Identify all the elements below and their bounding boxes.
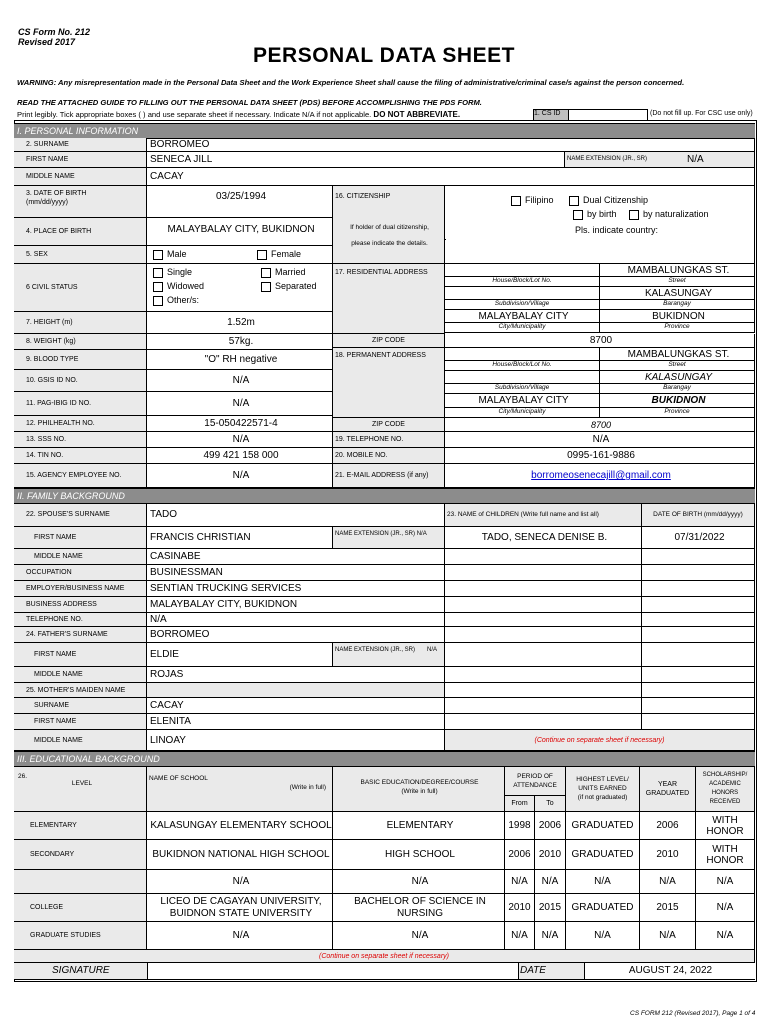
perm-zip-field[interactable]: 8700 (445, 418, 755, 432)
edu-row-honors[interactable]: N/A (696, 894, 755, 922)
child-name-blank[interactable] (445, 683, 642, 698)
edu-row-level: GRADUATE STUDIES (14, 922, 147, 950)
spouse-ext-label: NAME EXTENSION (JR., SR) (335, 531, 416, 537)
edu-row-level (14, 870, 147, 894)
edu-level-label: LEVEL (71, 780, 93, 787)
dob-field[interactable]: 03/25/1994 (147, 186, 333, 218)
spouse-telephone-label: TELEPHONE NO. (14, 613, 147, 627)
res-city-right-sub: Province (600, 323, 755, 333)
business-address-label: BUSINESS ADDRESS (14, 597, 147, 613)
perm-city-sub: City/Municipality (445, 408, 600, 418)
email-label: 21. E-MAIL ADDRESS (if any) (333, 464, 445, 488)
citizenship-note2: please indicate the details. (351, 240, 428, 247)
child-name-blank[interactable] (445, 698, 642, 714)
child-dob-blank[interactable] (642, 613, 755, 627)
edu-row-to[interactable]: N/A (535, 922, 566, 950)
edu-school-header (147, 766, 333, 812)
child-dob-blank[interactable] (642, 683, 755, 698)
edu-row-school[interactable]: LICEO DE CAGAYAN UNIVERSITY, BUIDNON STATE UNIVERSITY (147, 894, 333, 922)
gsis-field[interactable]: N/A (147, 370, 333, 392)
date-value[interactable]: AUGUST 24, 2022 (584, 963, 756, 979)
civil-status-options (147, 264, 333, 312)
tel-label: 19. TELEPHONE NO. (333, 432, 445, 448)
married-checkbox[interactable] (261, 268, 271, 278)
mobile-label: 20. MOBILE NO. (333, 448, 445, 464)
civil-separated-option[interactable]: Separated (261, 281, 317, 292)
child-name-blank[interactable] (445, 613, 642, 627)
email-field[interactable]: borromeosenecajill@gmail.com (445, 464, 755, 488)
dual-checkbox[interactable] (569, 196, 579, 206)
edu-highest-header (566, 766, 640, 812)
civil-married-option[interactable]: Married (261, 267, 306, 278)
signature-field[interactable] (147, 963, 519, 979)
res-street-field[interactable]: MAMBALUNGKAS ST. (600, 264, 755, 277)
edu-row-honors[interactable]: N/A (696, 870, 755, 894)
perm-province-field[interactable]: BUKIDNON (600, 394, 755, 408)
child-dob-blank[interactable] (642, 565, 755, 581)
edu-row-course[interactable]: HIGH SCHOOL (333, 840, 505, 870)
spouse-surname-label: 22. SPOUSE'S SURNAME (14, 503, 147, 527)
citizenship-naturalization-option[interactable]: by naturalization (629, 209, 709, 220)
child-dob-blank[interactable] (642, 627, 755, 643)
res-subdivision-sub: Subdivision/Village (445, 300, 600, 310)
date-label: DATE (520, 965, 546, 976)
res-city-right-field[interactable]: BUKIDNON (600, 310, 755, 323)
by-birth-checkbox[interactable] (573, 210, 583, 220)
father-ext-cell (333, 643, 445, 667)
spouse-middle-field[interactable]: CASINABE (147, 549, 445, 565)
citizenship-birth-option[interactable]: by birth (573, 209, 617, 220)
female-checkbox[interactable] (257, 250, 267, 260)
res-city-left-field[interactable]: MALAYBALAY CITY (445, 310, 600, 323)
male-checkbox[interactable] (153, 250, 163, 260)
edu-period-label: PERIOD OF ATTENDANCE (505, 766, 566, 796)
child-dob-blank[interactable] (642, 698, 755, 714)
edu-year-label: YEAR GRADUATED (640, 766, 696, 812)
father-ext-label: NAME EXTENSION (JR., SR) (335, 647, 416, 653)
mother-middle-label: MIDDLE NAME (14, 730, 147, 751)
middle-name-label: MIDDLE NAME (14, 168, 147, 186)
spouse-middle-label: MIDDLE NAME (14, 549, 147, 565)
philhealth-label: 12. PHILHEALTH NO. (14, 416, 147, 432)
edu-row-year[interactable]: N/A (640, 870, 696, 894)
height-label: 7. HEIGHT (m) (14, 312, 147, 334)
spouse-first-field[interactable]: FRANCIS CHRISTIAN (147, 527, 333, 549)
weight-label: 8. WEIGHT (kg) (14, 334, 147, 350)
edu-row-level: ELEMENTARY (14, 812, 147, 840)
spouse-ext-cell (333, 527, 445, 549)
edu-row-honors[interactable]: WITH HONOR (696, 840, 755, 870)
edu-row-honors[interactable]: WITH HONOR (696, 812, 755, 840)
surname-field[interactable]: BORROMEO (147, 138, 755, 152)
edu-school-note: (Write in full) (289, 784, 326, 791)
edu-num: 26. (18, 773, 28, 780)
edu-from-label: From (505, 796, 535, 812)
edu-row-highest[interactable]: N/A (566, 922, 640, 950)
edu-level-header (14, 766, 147, 812)
tel-field[interactable]: N/A (445, 432, 755, 448)
civil-status-label: 6 CIVIL STATUS (14, 264, 147, 312)
perm-city-field[interactable]: MALAYBALAY CITY (445, 394, 600, 408)
name-ext-field[interactable]: N/A (687, 154, 704, 165)
employer-label: EMPLOYER/BUSINESS NAME (14, 581, 147, 597)
first-name-field[interactable]: SENECA JILL (147, 152, 565, 168)
edu-course-note: (Write in full) (401, 788, 438, 795)
section-education: III. EDUCATIONAL BACKGROUND (14, 751, 755, 767)
page-note: CS FORM 212 (Revised 2017), Page 1 of 4 (630, 1010, 756, 1017)
citizenship-label-cell (333, 186, 445, 264)
child-name-blank[interactable] (445, 565, 642, 581)
child-dob-blank[interactable] (642, 714, 755, 730)
child-dob-blank[interactable] (642, 597, 755, 613)
child-name-blank[interactable] (445, 597, 642, 613)
perm-zip-label: ZIP CODE (333, 418, 445, 432)
citizenship-options (445, 186, 755, 264)
father-surname-field[interactable]: BORROMEO (147, 627, 445, 643)
separated-checkbox[interactable] (261, 282, 271, 292)
weight-field[interactable]: 57kg. (147, 334, 333, 350)
tin-label: 14. TIN NO. (14, 448, 147, 464)
child-name-blank[interactable] (445, 643, 642, 667)
edu-row-from[interactable]: 1998 (505, 812, 535, 840)
edu-row-to[interactable]: N/A (535, 870, 566, 894)
surname-label: 2. SURNAME (14, 138, 147, 152)
height-field[interactable]: 1.52m (147, 312, 333, 334)
sss-label: 13. SSS NO. (14, 432, 147, 448)
edu-row-year[interactable]: 2015 (640, 894, 696, 922)
children-label: 23. NAME of CHILDREN (Write full name and list all) (445, 503, 642, 527)
widowed-checkbox[interactable] (153, 282, 163, 292)
father-surname-label: 24. FATHER'S SURNAME (14, 627, 147, 643)
edu-row-school[interactable]: BUKIDNON NATIONAL HIGH SCHOOL (147, 840, 333, 870)
warning-text: WARNING: Any misrepresentation made in the Personal Data Sheet and the Work Experience Sheet shall cause the filing of administrative/criminal case/s against the person concerned. (17, 78, 685, 87)
mother-maiden-label: 25. MOTHER'S MAIDEN NAME (14, 683, 147, 698)
other-checkbox[interactable] (153, 296, 163, 306)
citizenship-dual-option[interactable]: Dual Citizenship (569, 195, 648, 206)
edu-continue-note: (Continue on separate sheet if necessary) (14, 950, 755, 962)
do-not-abbreviate: DO NOT ABBREVIATE. (373, 110, 461, 119)
blood-label: 9. BLOOD TYPE (14, 350, 147, 370)
employer-field[interactable]: SENTIAN TRUCKING SERVICES (147, 581, 445, 597)
sss-field[interactable]: N/A (147, 432, 333, 448)
mobile-field[interactable]: 0995-161-9886 (445, 448, 755, 464)
mother-middle-field[interactable]: LINOAY (147, 730, 445, 751)
business-address-field[interactable]: MALAYBALAY CITY, BUKIDNON (147, 597, 445, 613)
edu-row-level: SECONDARY (14, 840, 147, 870)
edu-school-label: NAME OF SCHOOL (149, 775, 208, 782)
sex-male-option[interactable]: Male (153, 249, 187, 260)
father-middle-field[interactable]: ROJAS (147, 667, 445, 683)
edu-row-honors[interactable]: N/A (696, 922, 755, 950)
edu-honors-label: SCHOLARSHIP/ ACADEMIC HONORS RECEIVED (696, 766, 755, 812)
occupation-label: OCCUPATION (14, 565, 147, 581)
civil-single-option[interactable]: Single (153, 267, 192, 278)
mother-surname-field[interactable]: CACAY (147, 698, 445, 714)
sex-female-option[interactable]: Female (257, 249, 301, 260)
civil-other-option[interactable]: Other/s: (153, 295, 199, 306)
perm-province-sub: Province (600, 408, 755, 418)
section-personal: I. PERSONAL INFORMATION (14, 123, 755, 139)
edu-to-label: To (535, 796, 566, 812)
father-first-field[interactable]: ELDIE (147, 643, 333, 667)
father-first-label: FIRST NAME (14, 643, 147, 667)
edu-row-year[interactable]: 2010 (640, 840, 696, 870)
child-name-blank[interactable] (445, 581, 642, 597)
single-checkbox[interactable] (153, 268, 163, 278)
philhealth-field[interactable]: 15-050422571-4 (147, 416, 333, 432)
section-family: II. FAMILY BACKGROUND (14, 488, 755, 504)
edu-row-to[interactable]: 2010 (535, 840, 566, 870)
citizenship-country-label: Pls. indicate country: (575, 225, 659, 235)
name-ext-cell (565, 152, 755, 168)
page-title: PERSONAL DATA SHEET (253, 44, 515, 67)
cs-id-label: 1. CS ID (533, 109, 569, 121)
dob-label-cell (14, 186, 147, 218)
perm-house-field[interactable] (445, 348, 600, 361)
child-dob-blank[interactable] (642, 643, 755, 667)
perm-subdivision-sub: Subdivision/Village (445, 384, 600, 394)
res-zip-field[interactable]: 8700 (445, 334, 755, 348)
perm-street-sub: Street (600, 361, 755, 371)
citizenship-filipino-option[interactable]: Filipino (511, 195, 554, 206)
by-naturalization-checkbox[interactable] (629, 210, 639, 220)
edu-row-highest[interactable]: GRADUATED (566, 894, 640, 922)
perm-subdivision-field[interactable] (445, 371, 600, 384)
child-name-blank[interactable] (445, 667, 642, 683)
read-guide-text: READ THE ATTACHED GUIDE TO FILLING OUT THE PERSONAL DATA SHEET (PDS) BEFORE ACCOMPLISHING THE PDS FORM. (17, 98, 482, 107)
child-dob-field[interactable]: 07/31/2022 (642, 527, 755, 549)
occupation-field[interactable]: BUSINESSMAN (147, 565, 445, 581)
child-dob-blank[interactable] (642, 581, 755, 597)
res-barangay-field[interactable]: KALASUNGAY (600, 287, 755, 300)
edu-row-year[interactable]: 2006 (640, 812, 696, 840)
edu-row-from[interactable]: 2010 (505, 894, 535, 922)
mother-surname-label: SURNAME (14, 698, 147, 714)
edu-row-year[interactable]: N/A (640, 922, 696, 950)
res-house-sub: House/Block/Lot No. (445, 277, 600, 287)
pagibig-field[interactable]: N/A (147, 392, 333, 416)
spouse-telephone-field[interactable]: N/A (147, 613, 445, 627)
res-zip-label: ZIP CODE (333, 334, 445, 348)
res-house-field[interactable] (445, 264, 600, 277)
sex-label: 5. SEX (14, 246, 147, 264)
edu-row-level: COLLEGE (14, 894, 147, 922)
child-name-field[interactable]: TADO, SENECA DENISE B. (445, 527, 642, 549)
print-legibly-text: Print legibly. Tick appropriate boxes ( ) and use separate sheet if necessary. Indicate N/A if not applicable. DO NOT ABBREVIATE. (17, 110, 461, 119)
middle-name-field[interactable]: CACAY (147, 168, 755, 186)
spouse-ext-field[interactable]: N/A (416, 531, 427, 537)
children-dob-label: DATE OF BIRTH (mm/dd/yyyy) (642, 503, 755, 527)
edu-row-school[interactable]: N/A (147, 870, 333, 894)
father-middle-label: MIDDLE NAME (14, 667, 147, 683)
edu-row-to[interactable]: 2006 (535, 812, 566, 840)
edu-row-school[interactable]: N/A (147, 922, 333, 950)
edu-row-from[interactable]: N/A (505, 870, 535, 894)
agency-field[interactable]: N/A (147, 464, 333, 488)
edu-row-highest[interactable]: GRADUATED (566, 840, 640, 870)
signature-bar (14, 962, 755, 980)
residential-label: 17. RESIDENTIAL ADDRESS (333, 264, 445, 334)
father-ext-field[interactable]: N/A (427, 647, 438, 653)
res-subdivision-field[interactable] (445, 287, 600, 300)
edu-row-course[interactable]: N/A (333, 922, 505, 950)
edu-row-course[interactable]: N/A (333, 870, 505, 894)
edu-row-to[interactable]: 2015 (535, 894, 566, 922)
res-street-sub: Street (600, 277, 755, 287)
perm-barangay-field[interactable]: KALASUNGAY (600, 371, 755, 384)
spouse-surname-field[interactable]: TADO (147, 503, 445, 527)
pagibig-label: 11. PAG-IBIG ID NO. (14, 392, 147, 416)
spouse-first-label: FIRST NAME (14, 527, 147, 549)
edu-row-course[interactable]: BACHELOR OF SCIENCE IN NURSING (333, 894, 505, 922)
perm-barangay-sub: Barangay (600, 384, 755, 394)
agency-label: 15. AGENCY EMPLOYEE NO. (14, 464, 147, 488)
res-city-left-sub: City/Municipality (445, 323, 600, 333)
citizenship-note1: If holder of dual citizenship, (350, 224, 429, 231)
dob-format: (mm/dd/yyyy) (26, 199, 68, 206)
mother-first-label: FIRST NAME (14, 714, 147, 730)
edu-row-course[interactable]: ELEMENTARY (333, 812, 505, 840)
signature-label: SIGNATURE (52, 965, 110, 976)
res-barangay-sub: Barangay (600, 300, 755, 310)
edu-course-header (333, 766, 505, 812)
edu-row-from[interactable]: N/A (505, 922, 535, 950)
edu-course-label: BASIC EDUCATION/DEGREE/COURSE (360, 779, 479, 786)
child-name-blank[interactable] (445, 549, 642, 565)
tin-field[interactable]: 499 421 158 000 (147, 448, 333, 464)
citizenship-label: 16. CITIZENSHIP (335, 193, 391, 200)
mother-first-field[interactable]: ELENITA (147, 714, 445, 730)
edu-highest-label: HIGHEST LEVEL/ UNITS EARNED (576, 776, 629, 792)
permanent-label: 18. PERMANENT ADDRESS (333, 348, 445, 418)
child-name-blank[interactable] (445, 714, 642, 730)
dob-label: 3. DATE OF BIRTH (26, 190, 87, 197)
mother-maiden-blank (147, 683, 445, 698)
perm-street-field[interactable]: MAMBALUNGKAS ST. (600, 348, 755, 361)
family-continue-note: (Continue on separate sheet if necessary) (445, 730, 755, 751)
spacer (445, 239, 446, 240)
edu-row-highest[interactable]: GRADUATED (566, 812, 640, 840)
csc-note: (Do not fill up. For CSC use only) (650, 110, 753, 117)
child-name-blank[interactable] (445, 627, 642, 643)
pob-label: 4. PLACE OF BIRTH (14, 218, 147, 246)
child-dob-blank[interactable] (642, 667, 755, 683)
sex-options (147, 246, 333, 264)
edu-highest-note: (if not graduated) (577, 794, 628, 801)
gsis-label: 10. GSIS ID NO. (14, 370, 147, 392)
edu-row-from[interactable]: 2006 (505, 840, 535, 870)
name-ext-label: NAME EXTENSION (JR., SR) (567, 156, 648, 162)
first-name-label: FIRST NAME (14, 152, 147, 168)
perm-house-sub: House/Block/Lot No. (445, 361, 600, 371)
civil-widowed-option[interactable]: Widowed (153, 281, 204, 292)
form-number: CS Form No. 212 Revised 2017 (18, 27, 91, 47)
edu-row-school[interactable]: KALASUNGAY ELEMENTARY SCHOOL (147, 812, 333, 840)
edu-row-highest[interactable]: N/A (566, 870, 640, 894)
child-dob-blank[interactable] (642, 549, 755, 565)
filipino-checkbox[interactable] (511, 196, 521, 206)
blood-field[interactable]: "O" RH negative (147, 350, 333, 370)
pob-field[interactable]: MALAYBALAY CITY, BUKIDNON (147, 218, 333, 246)
